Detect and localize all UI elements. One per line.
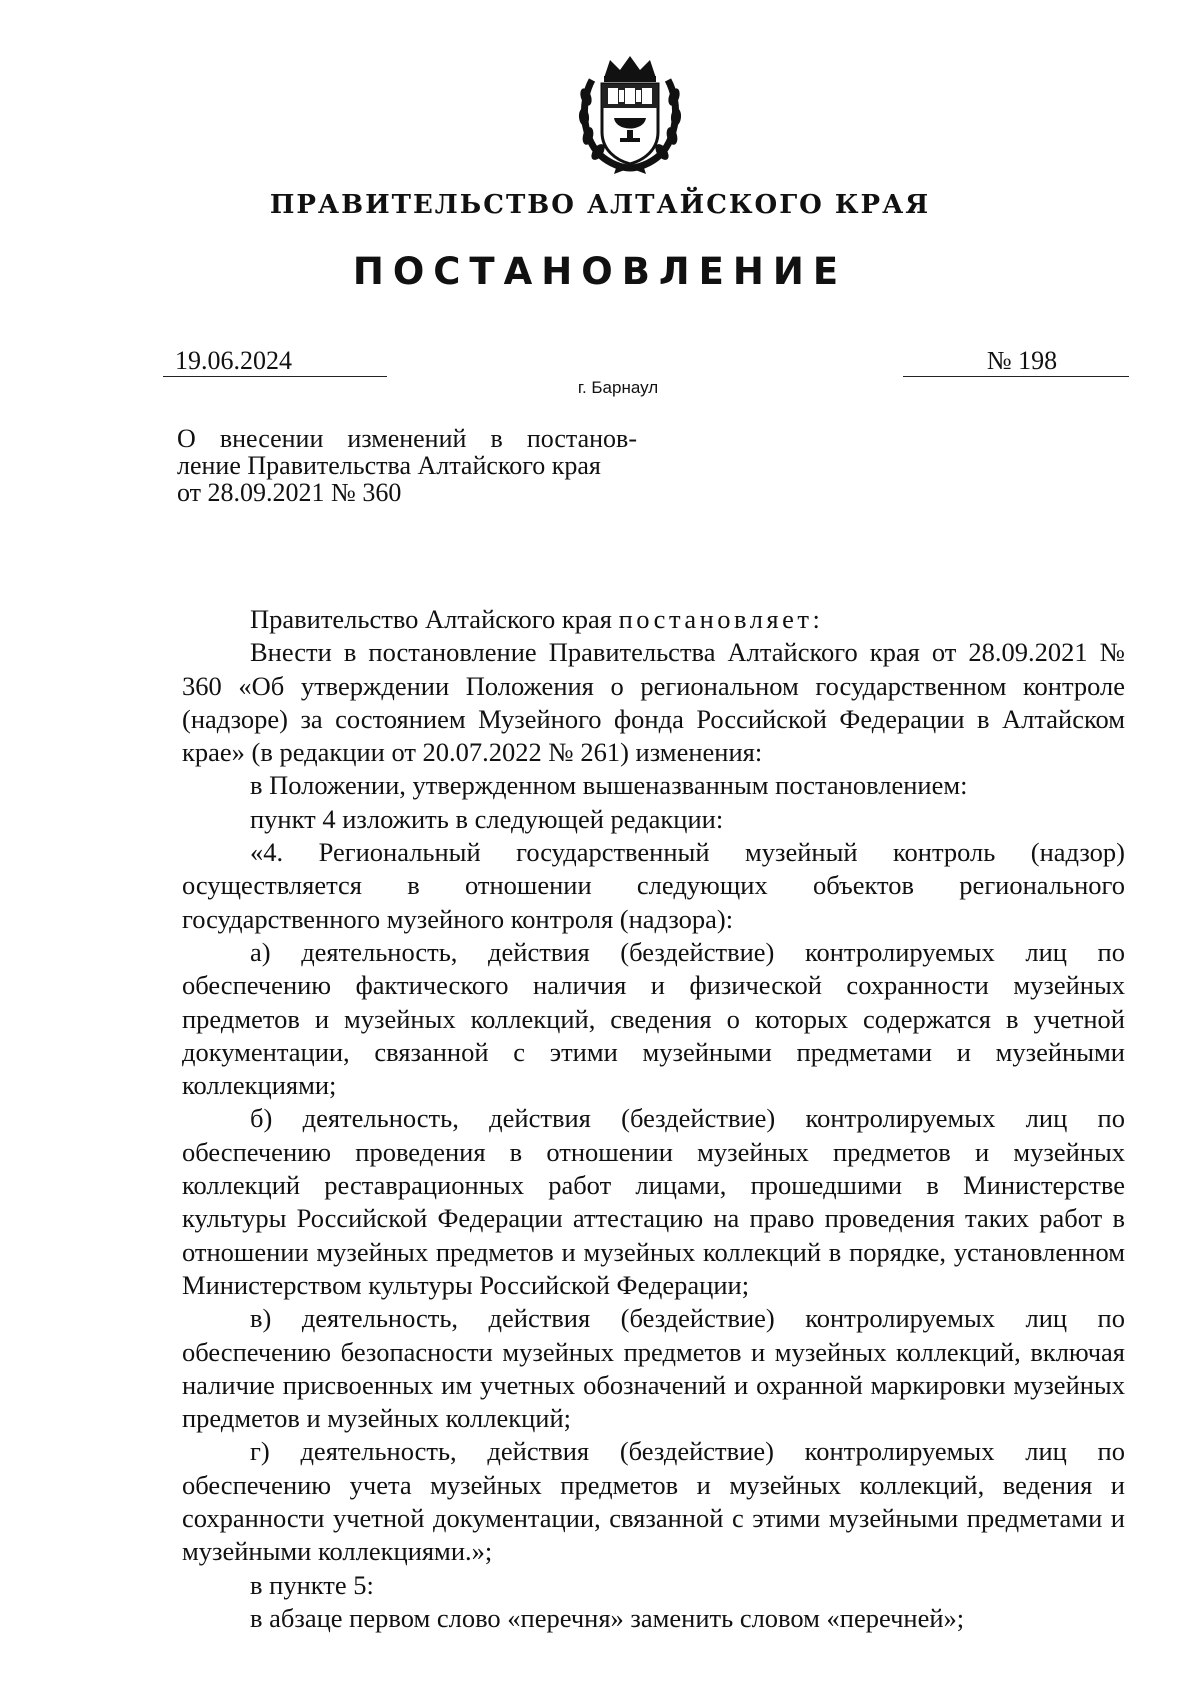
paragraph-item-g: г) деятельность, действия (бездействие) контролируемых лиц по обеспечению учета музейных предметов и музейных коллекций, ведения и сохранности учетной документации, связанной с этими музейными предметами и музейными коллекциями.»; xyxy=(182,1436,1125,1567)
government-title: ПРАВИТЕЛЬСТВО АЛТАЙСКОГО КРАЯ xyxy=(269,190,931,220)
document-type-title: ПОСТАНОВЛЕНИЕ xyxy=(352,250,848,293)
paragraph-amend: Внести в постановление Правительства Алтайского края от 28.09.2021 № 360 «Об утверждении Положения о региональном государственном контроле (надзоре) за состоянием Музейного фонда Российской Федерации в Алтайском крае» (в редакции от 20.07.2022 № 261) изменения: xyxy=(182,637,1125,768)
subject-line-3: от 28.09.2021 № 360 xyxy=(177,478,402,507)
paragraph-regulation: в Положении, утвержденном вышеназванным постановлением: xyxy=(250,770,968,801)
intro-resolves-text: постановляет: xyxy=(618,604,824,634)
decree-subject xyxy=(177,425,637,506)
paragraph-item-v: в) деятельность, действия (бездействие) контролируемых лиц по обеспечению безопасности музейных предметов и музейных коллекций, включая наличие присвоенных им учетных обозначений и охранной маркировки музейных предметов и музейных коллекций; xyxy=(182,1303,1125,1434)
city-label: г. Барнаул xyxy=(577,378,659,397)
paragraph-point-4: пункт 4 изложить в следующей редакции: xyxy=(250,803,724,834)
intro-paragraph xyxy=(182,603,1125,636)
coat-of-arms-icon xyxy=(570,52,690,177)
subject-line-1: О внесении изменений в постанов- xyxy=(177,424,637,453)
paragraph-item-a: а) деятельность, действия (бездействие) контролируемых лиц по обеспечению фактического наличия и физической сохранности музейных предметов и музейных коллекций, сведения о которых содержатся в учетной документации, связанной с этими музейными предметами и музейными коллекциями; xyxy=(182,936,1125,1101)
intro-lead-text: Правительство Алтайского края xyxy=(250,604,619,634)
paragraph-new-point-4: «4. Региональный государственный музейный контроль (надзор) осуществляется в отношении следующих объектов регионального государственного музейного контроля (надзора): xyxy=(182,837,1125,934)
decree-date: 19.06.2024 xyxy=(163,346,387,377)
paragraph-item-b: б) деятельность, действия (бездействие) контролируемых лиц по обеспечению проведения в отношении музейных предметов и музейных коллекций реставрационных работ лицами, прошедшими в Министерстве культуры Российской Федерации аттестацию на право проведения таких работ в отношении музейных предметов и музейных коллекций в порядке, установленном Министерством культуры Российской Федерации; xyxy=(182,1103,1125,1300)
subject-line-2: ление Правительства Алтайского края xyxy=(177,451,601,480)
paragraph-first-abzac: в абзаце первом слово «перечня» заменить словом «перечней»; xyxy=(250,1602,965,1633)
decree-body xyxy=(182,603,1125,1635)
paragraph-point-5: в пункте 5: xyxy=(250,1569,374,1600)
decree-number: № 198 xyxy=(903,346,1129,377)
